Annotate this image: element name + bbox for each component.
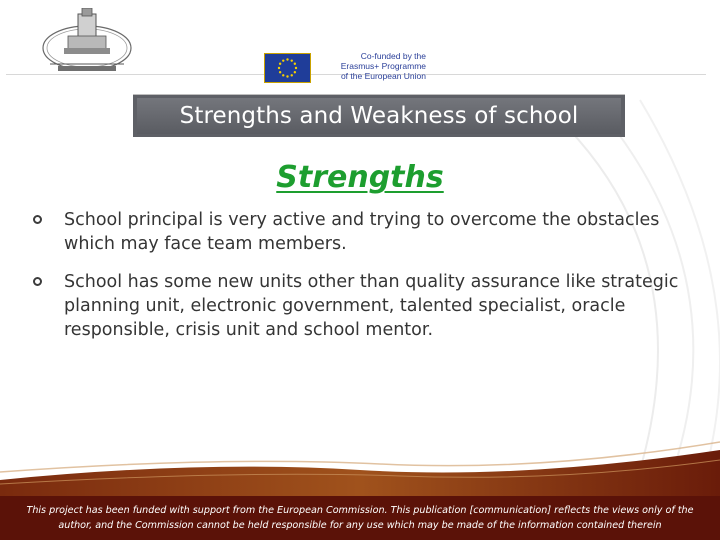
eu-star-icon bbox=[294, 63, 296, 65]
eu-funding-badge bbox=[264, 50, 424, 84]
eu-star-icon bbox=[291, 74, 293, 76]
eu-caption bbox=[316, 51, 426, 81]
eu-star-icon bbox=[282, 74, 284, 76]
section-heading: Strengths bbox=[276, 160, 444, 195]
eu-flag-logo bbox=[264, 53, 311, 83]
list-item bbox=[30, 270, 690, 342]
list-item bbox=[30, 208, 690, 256]
university-crest-logo bbox=[38, 8, 136, 76]
eu-star-icon bbox=[286, 58, 288, 60]
eu-star-icon bbox=[282, 59, 284, 61]
eu-star-icon bbox=[279, 71, 281, 73]
eu-caption-line: Erasmus+ Programme bbox=[340, 61, 426, 71]
bottom-decorative-band bbox=[0, 420, 720, 500]
bullet-icon bbox=[33, 277, 42, 286]
bullet-text: School principal is very active and trying to overcome the obstacles which may face team members. bbox=[64, 210, 660, 254]
slide-title: Strengths and Weakness of school bbox=[179, 103, 579, 129]
eu-star-icon bbox=[291, 59, 293, 61]
bullet-icon bbox=[33, 215, 42, 224]
eu-star-icon bbox=[294, 71, 296, 73]
bullet-text: School has some new units other than quality assurance like strategic planning unit, electronic government, talented specialist, oracle responsible, crisis unit and school mentor. bbox=[64, 272, 679, 340]
title-bar bbox=[133, 94, 625, 137]
eu-star-icon bbox=[295, 67, 297, 69]
eu-caption-line: Co-funded by the bbox=[360, 51, 426, 61]
eu-star-icon bbox=[286, 75, 288, 77]
eu-star-icon bbox=[279, 63, 281, 65]
footer-disclaimer: This project has been funded with support from the European Commission. This publication [communication] reflects the views only of the author, and the Commission cannot be held responsible for any use which may be made of the information contained therein bbox=[26, 505, 694, 531]
bullet-list bbox=[30, 208, 690, 356]
eu-star-icon bbox=[278, 67, 280, 69]
eu-caption-line: of the European Union bbox=[340, 71, 426, 81]
footer bbox=[0, 496, 720, 540]
